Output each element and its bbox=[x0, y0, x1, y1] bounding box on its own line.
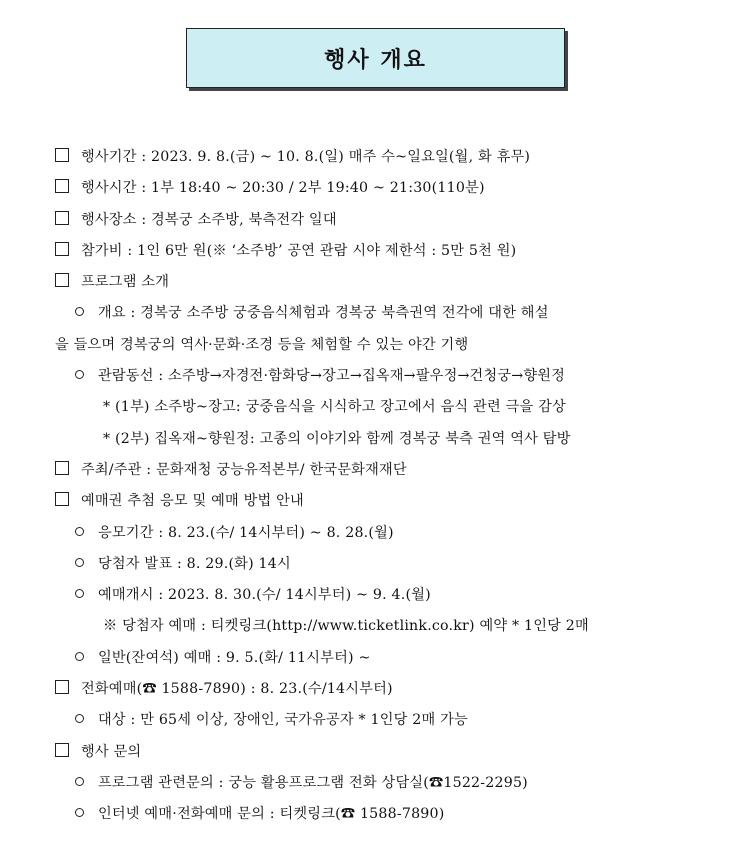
list-item-text: * (1부) 소주방~장고: 궁중음식을 시식하고 장고에서 음식 관련 극을 감상 bbox=[103, 399, 566, 416]
list-item-text: 을 들으며 경복궁의 역사·문화·조경 등을 체험할 수 있는 야간 기행 bbox=[55, 336, 469, 353]
list-item bbox=[55, 486, 735, 517]
list-item-text: 예매권 추첨 응모 및 예매 방법 안내 bbox=[81, 493, 304, 510]
list-item bbox=[55, 298, 735, 329]
list-item bbox=[55, 643, 735, 674]
list-item-text: 인터넷 예매·전화예매 문의 : 티켓링크(☎ 1588-7890) bbox=[98, 806, 445, 823]
checkbox-square-icon bbox=[55, 461, 69, 475]
list-item-text: 프로그램 관련문의 : 궁능 활용프로그램 전화 상담실(☎1522-2295) bbox=[98, 774, 528, 791]
list-item-text: 대상 : 만 65세 이상, 장애인, 국가유공자 * 1인당 2매 가능 bbox=[98, 712, 468, 729]
list-item bbox=[55, 236, 735, 267]
list-item bbox=[55, 392, 735, 423]
list-item-text: 행사 문의 bbox=[81, 743, 142, 760]
checkbox-square-icon bbox=[55, 273, 69, 287]
circle-bullet-icon bbox=[75, 527, 84, 536]
circle-bullet-icon bbox=[75, 808, 84, 817]
list-item bbox=[55, 737, 735, 768]
circle-bullet-icon bbox=[75, 558, 84, 567]
circle-bullet-icon bbox=[75, 652, 84, 661]
list-item bbox=[55, 705, 735, 736]
list-item bbox=[55, 330, 735, 361]
list-item bbox=[55, 142, 735, 173]
list-item bbox=[55, 424, 735, 455]
overview-list bbox=[55, 142, 735, 831]
circle-bullet-icon bbox=[75, 777, 84, 786]
checkbox-square-icon bbox=[55, 743, 69, 757]
list-item bbox=[55, 361, 735, 392]
list-item-text: 전화예매(☎ 1588-7890) : 8. 23.(수/14시부터) bbox=[81, 681, 393, 698]
list-item-text: 개요 : 경복궁 소주방 궁중음식체험과 경복궁 북측권역 전각에 대한 해설 bbox=[98, 305, 549, 322]
list-item-text: 행사시간 : 1부 18:40 ~ 20:30 / 2부 19:40 ~ 21:30(110분) bbox=[81, 180, 485, 197]
list-item bbox=[55, 768, 735, 799]
list-item-text: 행사장소 : 경복궁 소주방, 북측전각 일대 bbox=[81, 211, 337, 228]
circle-bullet-icon bbox=[75, 589, 84, 598]
list-item-text: 일반(잔여석) 예매 : 9. 5.(화/ 11시부터) ~ bbox=[98, 649, 371, 666]
title-box bbox=[186, 28, 565, 88]
list-item-text: 응모기간 : 8. 23.(수/ 14시부터) ~ 8. 28.(월) bbox=[98, 524, 394, 541]
checkbox-square-icon bbox=[55, 148, 69, 162]
list-item-text: 참가비 : 1인 6만 원(※ ‘소주방’ 공연 관람 시야 제한석 : 5만 5천 원) bbox=[81, 242, 517, 259]
list-item-text: 관람동선 : 소주방→자경전·함화당→장고→집옥재→팔우정→건청궁→향원정 bbox=[98, 368, 566, 385]
list-item bbox=[55, 455, 735, 486]
list-item bbox=[55, 205, 735, 236]
list-item-text: 프로그램 소개 bbox=[81, 274, 170, 291]
list-item bbox=[55, 799, 735, 830]
list-item bbox=[55, 580, 735, 611]
list-item-text: * (2부) 집옥재~향원정: 고종의 이야기와 함께 경복궁 북측 권역 역사 탐방 bbox=[103, 430, 571, 447]
list-item bbox=[55, 674, 735, 705]
list-item-text: 주최/주관 : 문화재청 궁능유적본부/ 한국문화재재단 bbox=[81, 461, 407, 478]
list-item bbox=[55, 267, 735, 298]
list-item bbox=[55, 549, 735, 580]
checkbox-square-icon bbox=[55, 242, 69, 256]
circle-bullet-icon bbox=[75, 714, 84, 723]
circle-bullet-icon bbox=[75, 370, 84, 379]
checkbox-square-icon bbox=[55, 492, 69, 506]
page-title: 행사 개요 bbox=[324, 47, 427, 73]
circle-bullet-icon bbox=[75, 307, 84, 316]
list-item bbox=[55, 518, 735, 549]
list-item bbox=[55, 173, 735, 204]
list-item-text: 당첨자 발표 : 8. 29.(화) 14시 bbox=[98, 555, 291, 572]
checkbox-square-icon bbox=[55, 179, 69, 193]
list-item bbox=[55, 611, 735, 642]
checkbox-square-icon bbox=[55, 680, 69, 694]
checkbox-square-icon bbox=[55, 211, 69, 225]
list-item-text: 예매개시 : 2023. 8. 30.(수/ 14시부터) ~ 9. 4.(월) bbox=[98, 587, 431, 604]
list-item-text: 행사기간 : 2023. 9. 8.(금) ~ 10. 8.(일) 매주 수~일요일(월, 화 휴무) bbox=[81, 149, 531, 165]
list-item-text: ※ 당첨자 예매 : 티켓링크(http://www.ticketlink.co.kr) 예약 * 1인당 2매 bbox=[103, 618, 589, 635]
